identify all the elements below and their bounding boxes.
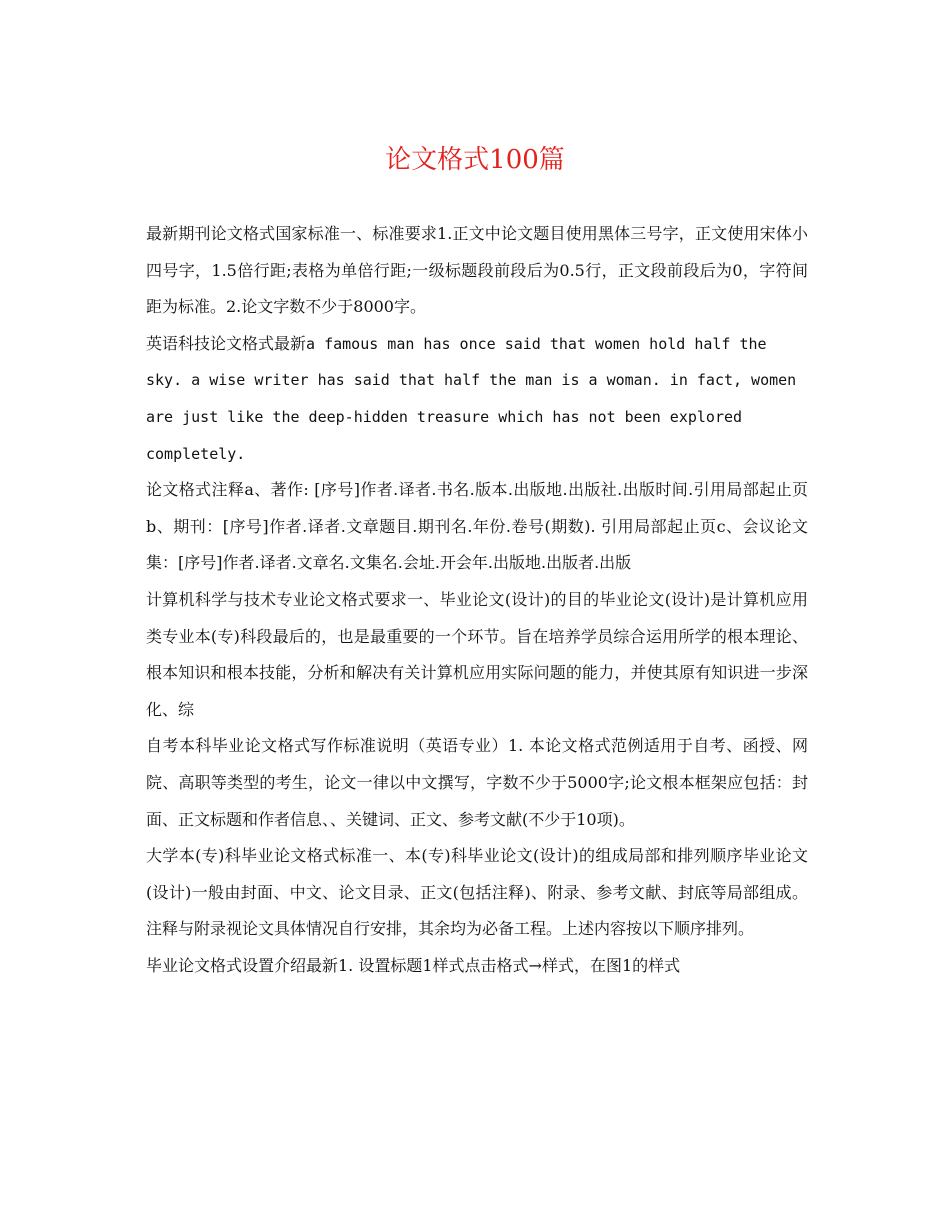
paragraph-self-study-thesis-standard: 自考本科毕业论文格式写作标准说明（英语专业）1. 本论文格式范例适用于自考、函授、网院、高职等类型的考生，论文一律以中文撰写，字数不少于5000字;论文根本框架应包括：封面、正文标题和作者信息、、关键词、正文、参考文献(不少于10项)。 — [146, 736, 808, 829]
paragraph-journal-format-standard: 最新期刊论文格式国家标准一、标准要求1.正文中论文题目使用黑体三号字，正文使用宋体小四号字，1.5倍行距;表格为单倍行距;一级标题段前段后为0.5行，正文段前段后为0，字符间距为标准。2.论文字数不少于8000字。 — [146, 224, 808, 317]
paragraph-university-thesis-standard: 大学本(专)科毕业论文格式标准一、本(专)科毕业论文(设计)的组成局部和排列顺序毕业论文(设计)一般由封面、中文、论文目录、正文(包括注释)、附录、参考文献、封底等局部组成。注释与附录视论文具体情况自行安排，其余均为必备工程。上述内容按以下顺序排列。 — [146, 846, 808, 939]
paragraph-thesis-format-setup: 毕业论文格式设置介绍最新1. 设置标题1样式点击格式→样式，在图1的样式 — [146, 955, 681, 975]
paragraph-english-sci-tech-format — [146, 326, 808, 472]
document-body — [146, 216, 808, 984]
paragraph-citation-notes: 论文格式注释a、著作: [序号]作者.译者.书名.版本.出版地.出版社.出版时间.引用局部起止页b、期刊：[序号]作者.译者.文章题目.期刊名.年份.卷号(期数). 引用局部起止页c、会议论文集：[序号]作者.译者.文章名.文集名.会址.开会年.出版地.出版者.出版 — [146, 480, 808, 573]
document-title: 论文格式100篇 — [385, 145, 565, 175]
paragraph-cs-thesis-requirements: 计算机科学与技术专业论文格式要求一、毕业论文(设计)的目的毕业论文(设计)是计算机应用类专业本(专)科段最后的，也是最重要的一个环节。旨在培养学员综合运用所学的根本理论、根本知识和根本技能，分析和解决有关计算机应用实际问题的能力，并使其原有知识进一步深化、综 — [146, 589, 808, 719]
english-sample-text: a famous man has once said that women hold half the sky. a wise writer has said that half the man is a woman. in fact, women are just like the deep-hidden treasure which has not been explored completely. — [146, 334, 797, 463]
paragraph-lead: 英语科技论文格式最新 — [146, 333, 307, 353]
